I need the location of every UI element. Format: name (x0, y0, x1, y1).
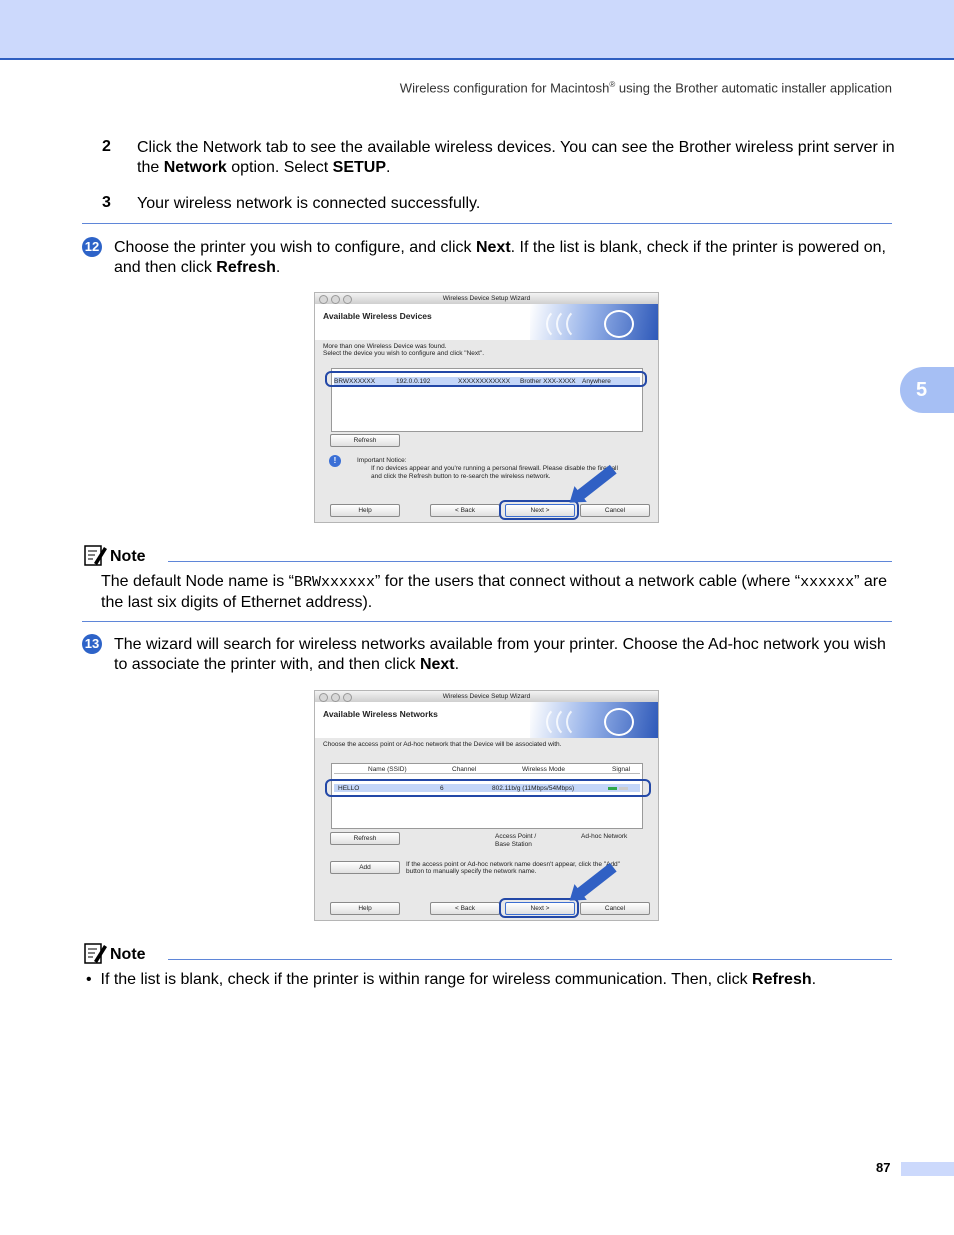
chapter-tab: 5 (900, 367, 954, 413)
back-button[interactable]: < Back (430, 902, 500, 915)
note-2-text: • If the list is blank, check if the printer is within range for wireless communication. Then, click Refresh. (86, 971, 817, 988)
note-rule (168, 561, 892, 562)
next-highlight (499, 898, 579, 918)
selection-highlight (325, 371, 647, 387)
step-circle-12: 12 (82, 237, 102, 257)
dialog-info-line: Select the device you wish to configure and click "Next". (323, 350, 485, 357)
step-number-3: 3 (102, 194, 111, 211)
wireless-networks-dialog-screenshot (314, 690, 659, 921)
dialog-banner (315, 702, 658, 738)
ssid-cell: HELLO (338, 785, 360, 792)
node-name-cell: BRWXXXXXX (334, 378, 376, 385)
back-button[interactable]: < Back (430, 504, 500, 517)
dialog-info-line: Choose the access point or Ad-hoc network that the Device will be associated with. (323, 741, 562, 748)
help-button[interactable]: Help (330, 504, 400, 517)
cancel-button[interactable]: Cancel (580, 902, 650, 915)
printer-cell: Brother XXX-XXXX (520, 378, 576, 385)
channel-header: Channel (452, 766, 477, 773)
notice-title: Important Notice: (357, 457, 407, 464)
add-button[interactable]: Add (330, 861, 400, 874)
step-12-text: Choose the printer you wish to configure, and click Next. If the list is blank, check if the printer is powered on, and then click Refresh. (114, 239, 886, 276)
dialog-titlebar (315, 691, 658, 702)
mac-cell: XXXXXXXXXXXX (458, 378, 511, 385)
notice-icon: ! (329, 455, 341, 467)
add-hint-line: button to manually specify the network name. (406, 868, 537, 875)
notice-line: and click the Refresh button to re-search the wireless network. (371, 473, 551, 480)
section-divider (82, 223, 892, 224)
wireless-logo-icon (530, 304, 658, 340)
list-header (334, 765, 640, 774)
footer-band (901, 1162, 954, 1176)
dialog-title: Wireless Device Setup Wizard (442, 693, 531, 700)
wireless-logo-icon (530, 702, 658, 738)
note-label: Note (110, 946, 146, 963)
channel-cell: 6 (440, 785, 444, 792)
next-button[interactable]: Next > (505, 902, 575, 915)
note-rule (168, 959, 892, 960)
step-2-text: Click the Network tab to see the available wireless devices. You can see the Brother wireless print server in the Network option. Select SETUP. (137, 139, 895, 176)
add-hint-line: If the access point or Ad-hoc network name doesn't appear, click the "Add" (406, 861, 620, 868)
mode-header: Wireless Mode (522, 766, 565, 773)
next-highlight (499, 500, 579, 520)
ip-cell: 192.0.0.192 (396, 378, 431, 385)
dialog-title: Wireless Device Setup Wizard (442, 295, 531, 302)
step-circle-13: 13 (82, 634, 102, 654)
selection-highlight (325, 779, 651, 797)
section-divider (82, 621, 892, 622)
mode-cell: 802.11b/g (11Mbps/54Mbps) (492, 785, 575, 792)
access-point-legend: Access Point / Base Station (495, 833, 537, 848)
note-label: Note (110, 548, 146, 565)
dialog-heading: Available Wireless Networks (323, 709, 438, 719)
dialog-heading: Available Wireless Devices (323, 311, 432, 321)
top-band (0, 0, 954, 60)
refresh-button[interactable]: Refresh (330, 434, 400, 447)
signal-header: Signal (612, 766, 631, 773)
note-pencil-icon (82, 940, 108, 966)
dialog-banner (315, 304, 658, 340)
dialog-titlebar (315, 293, 658, 304)
step-3-text: Your wireless network is connected successfully. (137, 195, 481, 212)
refresh-button[interactable]: Refresh (330, 832, 400, 845)
adhoc-legend: Ad-hoc Network (581, 833, 628, 840)
dialog-info-line: More than one Wireless Device was found. (323, 343, 447, 350)
step-number-2: 2 (102, 138, 111, 155)
help-button[interactable]: Help (330, 902, 400, 915)
location-cell: Anywhere (582, 378, 611, 385)
note-heading (82, 940, 146, 968)
step-13-text: The wizard will search for wireless networks available from your printer. Choose the Ad-hoc network you wish to associate the printer with, and then click Next. (114, 636, 886, 673)
note-pencil-icon (82, 542, 108, 568)
notice-line: If no devices appear and you're running a personal firewall. Please disable the firewall (371, 465, 618, 472)
cancel-button[interactable]: Cancel (580, 504, 650, 517)
ssid-header: Name (SSID) (368, 766, 407, 773)
note-heading (82, 542, 146, 570)
note-1-text: The default Node name is “BRWxxxxxx” for the users that connect without a network cable (where “xxxxxx” are the last six digits of Ethernet address). (101, 573, 888, 611)
running-header: Wireless configuration for Macintosh® using the Brother automatic installer application (399, 80, 892, 96)
wireless-devices-dialog-screenshot (314, 292, 659, 523)
page-number: 87 (876, 1160, 891, 1175)
next-button[interactable]: Next > (505, 504, 575, 517)
